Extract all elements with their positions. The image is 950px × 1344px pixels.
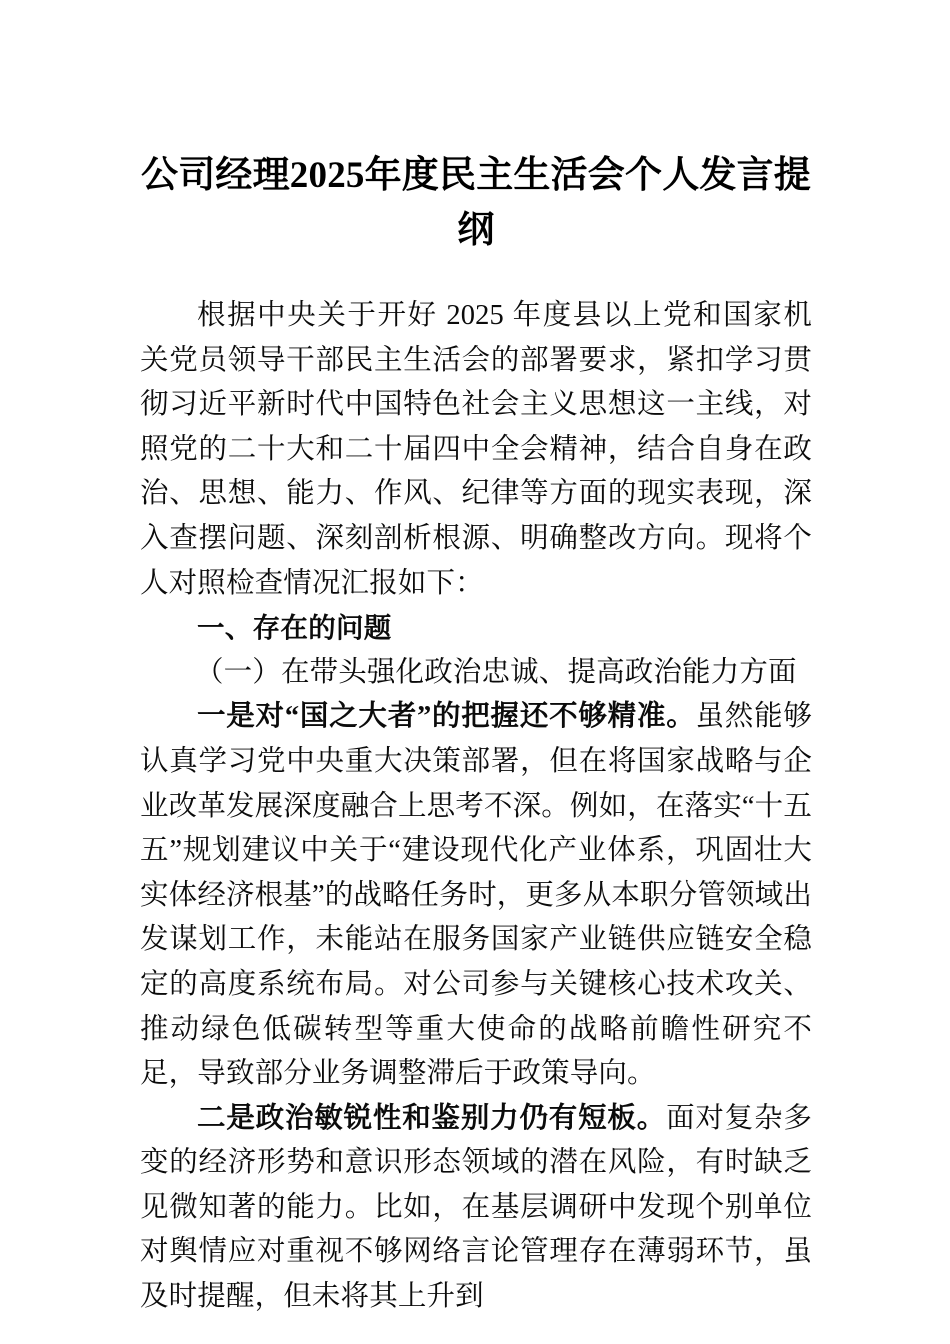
- point-two-body: 面对复杂多变的经济形势和意识形态领域的潜在风险，有时缺乏见微知著的能力。比如，在基层调研中发现个别单位对舆情应对重视不够网络言论管理存在薄弱环节，虽及时提醒，但未将其上升到: [140, 1102, 812, 1313]
- point-one-lead: 一是对“国之大者”的把握还不够精准。: [197, 701, 696, 733]
- point-one-body: 虽然能够认真学习党中央重大决策部署，但在将国家战略与企业改革发展深度融合上思考不深。例如，在落实“十五五”规划建议中关于“建设现代化产业体系，巩固壮大实体经济根基”的战略任务时，更多从本职分管领域出发谋划工作，未能站在服务国家产业链供应链安全稳定的高度系统布局。对公司参与关键核心技术攻关、推动绿色低碳转型等重大使命的战略前瞻性研究不足，导致部分业务调整滞后于政策导向。: [140, 701, 812, 1090]
- point-two-lead: 二是政治敏锐性和鉴别力仍有短板。: [197, 1102, 667, 1134]
- paragraph-point-two: [140, 1097, 812, 1320]
- page-title-line-2: 纲: [457, 210, 495, 251]
- paragraph-point-one: [140, 695, 812, 1096]
- document-content: [140, 0, 812, 1320]
- section-heading-problems: 一、存在的问题: [197, 612, 392, 644]
- paragraph-intro: 根据中央关于开好 2025 年度县以上党和国家机关党员领导干部民主生活会的部署要求，紧扣学习贯彻习近平新时代中国特色社会主义思想这一主线，对照党的二十大和二十届四中全会精神，结合自身在政治、思想、能力、作风、纪律等方面的现实表现，深入查摆问题、深刻剖析根源、明确整改方向。现将个人对照检查情况汇报如下：: [140, 300, 812, 599]
- page-title-line-1: 公司经理2025年度民主生活会个人发言提: [141, 155, 811, 196]
- subsection-heading-political-loyalty: （一）在带头强化政治忠诚、提高政治能力方面: [195, 656, 797, 688]
- page-title: [140, 0, 812, 258]
- document-body: [140, 258, 812, 1320]
